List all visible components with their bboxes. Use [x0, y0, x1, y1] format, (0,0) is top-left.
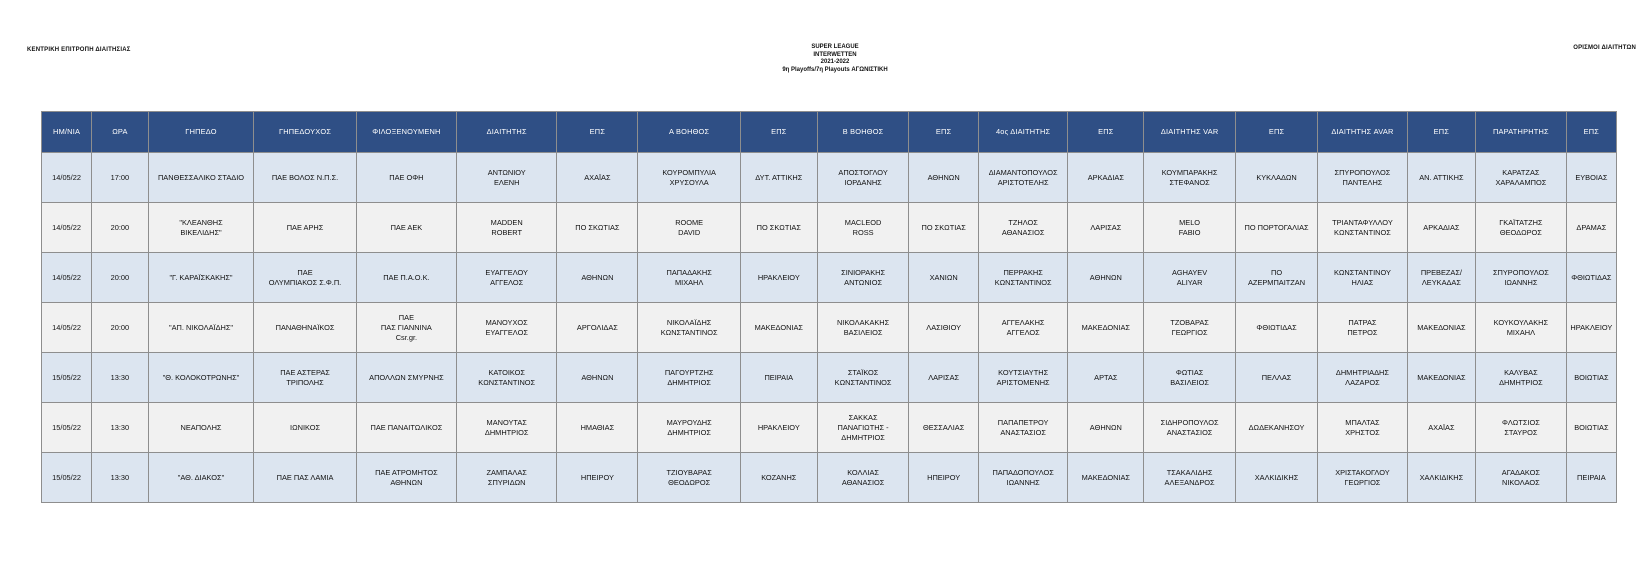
table-cell: ΣΑΚΚΑΣ ΠΑΝΑΓΙΩΤΗΣ - ΔΗΜΗΤΡΙΟΣ [817, 403, 909, 453]
table-cell: ΖΑΜΠΑΛΑΣ ΣΠΥΡΙΔΩΝ [457, 453, 557, 503]
table-cell: 15/05/22 [42, 403, 92, 453]
table-row [42, 153, 1617, 203]
table-cell: ΗΠΕΙΡΟΥ [557, 453, 638, 503]
table-cell: ΔΙΑΜΑΝΤΟΠΟΥΛΟΣ ΑΡΙΣΤΟΤΕΛΗΣ [978, 153, 1068, 203]
table-cell: ΠΑΝΘΕΣΣΑΛΙΚΟ ΣΤΑΔΙΟ [148, 153, 254, 203]
table-cell: ΑΡΤΑΣ [1068, 353, 1144, 403]
table-row [42, 303, 1617, 353]
table-cell: ΛΑΡΙΣΑΣ [909, 353, 978, 403]
table-cell: ΜΑΝΟΥΧΟΣ ΕΥΑΓΓΕΛΟΣ [457, 303, 557, 353]
table-cell: ΑΧΑΪΑΣ [1407, 403, 1475, 453]
table-cell: 20:00 [92, 303, 149, 353]
table-cell: ΚΑΤΟΙΚΟΣ ΚΩΝΣΤΑΝΤΙΝΟΣ [457, 353, 557, 403]
table-cell: ΣΙΔΗΡΟΠΟΥΛΟΣ ΑΝΑΣΤΑΣΙΟΣ [1144, 403, 1236, 453]
column-header: ΠΑΡΑΤΗΡΗΤΗΣ [1476, 112, 1567, 153]
column-header: ΔΙΑΙΤΗΤΗΣ AVAR [1318, 112, 1408, 153]
table-cell: ΠΑΤΡΑΣ ΠΕΤΡΟΣ [1318, 303, 1408, 353]
table-cell: ΠΑΕ ΑΣΤΕΡΑΣ ΤΡΙΠΟΛΗΣ [254, 353, 356, 403]
table-cell: ΑΘΗΝΩΝ [557, 353, 638, 403]
table-row [42, 403, 1617, 453]
table-cell: "Θ. ΚΟΛΟΚΟΤΡΩΝΗΣ" [148, 353, 254, 403]
table-cell: ΝΕΑΠΟΛΗΣ [148, 403, 254, 453]
table-cell: ΠΑΕ ΒΟΛΟΣ Ν.Π.Σ. [254, 153, 356, 203]
document-title: ΟΡΙΣΜΟΙ ΔΙΑΙΤΗΤΩΝ [1573, 45, 1636, 51]
table-cell: ΣΠΥΡΟΠΟΥΛΟΣ ΠΑΝΤΕΛΗΣ [1318, 153, 1408, 203]
column-header: ΔΙΑΙΤΗΤΗΣ VAR [1144, 112, 1236, 153]
table-cell: ΠΕΙΡΑΙΑ [740, 353, 817, 403]
table-cell: ΚΥΚΛΑΔΩΝ [1235, 153, 1317, 203]
table-cell: ΠΑΠΑΔΟΠΟΥΛΟΣ ΙΩΑΝΝΗΣ [978, 453, 1068, 503]
column-header: ΩΡΑ [92, 112, 149, 153]
column-header: ΕΠΣ [557, 112, 638, 153]
column-header: ΓΗΠΕΔΟ [148, 112, 254, 153]
table-cell: ΓΚΑΪΤΑΤΖΗΣ ΘΕΟΔΩΡΟΣ [1476, 203, 1567, 253]
table-cell: ΘΕΣΣΑΛΙΑΣ [909, 403, 978, 453]
table-cell: ΗΡΑΚΛΕΙΟΥ [1566, 303, 1616, 353]
table-cell: ΜΑΚΕΔΟΝΙΑΣ [1407, 353, 1475, 403]
table-cell: ΠΑΠΑΠΕΤΡΟΥ ΑΝΑΣΤΑΣΙΟΣ [978, 403, 1068, 453]
table-cell: ΔΩΔΕΚΑΝΗΣΟΥ [1235, 403, 1317, 453]
column-header: ΕΠΣ [1407, 112, 1475, 153]
table-cell: ΚΑΛΥΒΑΣ ΔΗΜΗΤΡΙΟΣ [1476, 353, 1567, 403]
table-cell: ΗΡΑΚΛΕΙΟΥ [740, 253, 817, 303]
table-cell: ΚΟΛΛΙΑΣ ΑΘΑΝΑΣΙΟΣ [817, 453, 909, 503]
table-cell: ΠΑΕ ΠΑΣ ΓΙΑΝΝΙΝΑ Csr.gr. [356, 303, 456, 353]
table-cell: ΤΖΗΛΟΣ ΑΘΑΝΑΣΙΟΣ [978, 203, 1068, 253]
table-cell: ΕΥΒΟΙΑΣ [1566, 153, 1616, 203]
table-cell: AGHAYEV ALIYAR [1144, 253, 1236, 303]
table-cell: ΑΡΓΟΛΙΔΑΣ [557, 303, 638, 353]
table-cell: ΔΥΤ. ΑΤΤΙΚΗΣ [740, 153, 817, 203]
table-cell: ΠΑΕ ΠΑΣ ΛΑΜΙΑ [254, 453, 356, 503]
table-cell: ΧΑΛΚΙΔΙΚΗΣ [1235, 453, 1317, 503]
table-cell: ΑΓΑΔΑΚΟΣ ΝΙΚΟΛΑΟΣ [1476, 453, 1567, 503]
table-cell: ΧΡΙΣΤΑΚΟΓΛΟΥ ΓΕΩΡΓΙΟΣ [1318, 453, 1408, 503]
table-cell: ΧΑΛΚΙΔΙΚΗΣ [1407, 453, 1475, 503]
table-cell: ΜΑΚΕΔΟΝΙΑΣ [1407, 303, 1475, 353]
table-cell: ΤΣΑΚΑΛΙΔΗΣ ΑΛΕΞΑΝΔΡΟΣ [1144, 453, 1236, 503]
table-cell: ΣΠΥΡΟΠΟΥΛΟΣ ΙΩΑΝΝΗΣ [1476, 253, 1567, 303]
table-cell: ΒΟΙΩΤΙΑΣ [1566, 353, 1616, 403]
table-cell: "Γ. ΚΑΡΑΪΣΚΑΚΗΣ" [148, 253, 254, 303]
table-cell: 14/05/22 [42, 303, 92, 353]
table-cell: ΠΑΕ ΟΛΥΜΠΙΑΚΟΣ Σ.Φ.Π. [254, 253, 356, 303]
table-cell: ΠΟ ΣΚΩΤΙΑΣ [557, 203, 638, 253]
table-cell: ΙΩΝΙΚΟΣ [254, 403, 356, 453]
table-header-row [42, 112, 1617, 153]
table-cell: ΠΟ ΑΖΕΡΜΠΑΙΤΖΑΝ [1235, 253, 1317, 303]
table-cell: ΠΑΠΑΔΑΚΗΣ ΜΙΧΑΗΛ [638, 253, 740, 303]
table-cell: ΠΕΛΛΑΣ [1235, 353, 1317, 403]
table-cell: ΑΧΑΪΑΣ [557, 153, 638, 203]
table-cell: 20:00 [92, 253, 149, 303]
table-cell: ΑΡΚΑΔΙΑΣ [1068, 153, 1144, 203]
table-body [42, 153, 1617, 503]
competition-heading [735, 44, 935, 74]
table-cell: ΗΜΑΘΙΑΣ [557, 403, 638, 453]
table-cell: ΚΑΡΑΤΖΑΣ ΧΑΡΑΛΑΜΠΟΣ [1476, 153, 1567, 203]
table-cell: "ΚΛΕΑΝΘΗΣ ΒΙΚΕΛΙΔΗΣ" [148, 203, 254, 253]
table-cell: MADDEN ROBERT [457, 203, 557, 253]
table-cell: ΤΖΙΟΥΒΑΡΑΣ ΘΕΟΔΩΡΟΣ [638, 453, 740, 503]
table-cell: ΣΤΑΪΚΟΣ ΚΩΝΣΤΑΝΤΙΝΟΣ [817, 353, 909, 403]
table-cell: ΑΝ. ΑΤΤΙΚΗΣ [1407, 153, 1475, 203]
season: 2021-2022 [820, 59, 850, 65]
table-cell: ΔΗΜΗΤΡΙΑΔΗΣ ΛΑΖΑΡΟΣ [1318, 353, 1408, 403]
table-row [42, 453, 1617, 503]
table-cell: ΠΑΕ ΟΦΗ [356, 153, 456, 203]
table-cell: "ΑΘ. ΔΙΑΚΟΣ" [148, 453, 254, 503]
table-cell: ΦΩΤΙΑΣ ΒΑΣΙΛΕΙΟΣ [1144, 353, 1236, 403]
table-cell: ΠΑΝΑΘΗΝΑΪΚΟΣ [254, 303, 356, 353]
table-row [42, 353, 1617, 403]
column-header: ΕΠΣ [1566, 112, 1616, 153]
table-cell: ΑΘΗΝΩΝ [1068, 403, 1144, 453]
table-cell: ΠΟ ΣΚΩΤΙΑΣ [909, 203, 978, 253]
table-cell: ΛΑΣΙΘΙΟΥ [909, 303, 978, 353]
matchday: 9η Playoffs/7η Playouts ΑΓΩΝΙΣΤΙΚΗ [782, 66, 888, 73]
table-cell: 15/05/22 [42, 453, 92, 503]
table-cell: ΜΑΥΡΟΥΔΗΣ ΔΗΜΗΤΡΙΟΣ [638, 403, 740, 453]
table-cell: ΠΑΕ Π.Α.Ο.Κ. [356, 253, 456, 303]
column-header: ΕΠΣ [909, 112, 978, 153]
table-cell: ΤΖΟΒΑΡΑΣ ΓΕΩΡΓΙΟΣ [1144, 303, 1236, 353]
table-cell: ΦΘΙΩΤΙΔΑΣ [1566, 253, 1616, 303]
table-cell: ΠΟ ΠΟΡΤΟΓΑΛΙΑΣ [1235, 203, 1317, 253]
table-cell: ROOME DAVID [638, 203, 740, 253]
table-cell: ΝΙΚΟΛΑΚΑΚΗΣ ΒΑΣΙΛΕΙΟΣ [817, 303, 909, 353]
column-header: Β ΒΟΗΘΟΣ [817, 112, 909, 153]
table-cell: ΠΕΡΡΑΚΗΣ ΚΩΝΣΤΑΝΤΙΝΟΣ [978, 253, 1068, 303]
table-cell: ΑΘΗΝΩΝ [1068, 253, 1144, 303]
table-cell: 15/05/22 [42, 353, 92, 403]
table-cell: 14/05/22 [42, 153, 92, 203]
table-cell: ΑΠΟΣΤΟΓΛΟΥ ΙΟΡΔΑΝΗΣ [817, 153, 909, 203]
table-cell: ΛΑΡΙΣΑΣ [1068, 203, 1144, 253]
table-cell: ΠΑΕ ΠΑΝΑΙΤΩΛΙΚΟΣ [356, 403, 456, 453]
table-cell: ΑΘΗΝΩΝ [909, 153, 978, 203]
table-cell: 17:00 [92, 153, 149, 203]
table-cell: ΔΡΑΜΑΣ [1566, 203, 1616, 253]
table-cell: ΗΡΑΚΛΕΙΟΥ [740, 403, 817, 453]
table-cell: 13:30 [92, 453, 149, 503]
table-cell: ΠΑΕ ΑΤΡΟΜΗΤΟΣ ΑΘΗΝΩΝ [356, 453, 456, 503]
league-name: SUPER LEAGUE [811, 44, 859, 50]
column-header: ΕΠΣ [1068, 112, 1144, 153]
table-cell: ΑΘΗΝΩΝ [557, 253, 638, 303]
table-cell: MELO FABIO [1144, 203, 1236, 253]
table-cell: ΜΠΑΛΤΑΣ ΧΡΗΣΤΟΣ [1318, 403, 1408, 453]
table-cell: ΚΟΥΡΟΜΠΥΛΙΑ ΧΡΥΣΟΥΛΑ [638, 153, 740, 203]
committee-title: ΚΕΝΤΡΙΚΗ ΕΠΙΤΡΟΠΗ ΔΙΑΙΤΗΣΙΑΣ [27, 47, 131, 53]
table-cell: ΚΟΖΑΝΗΣ [740, 453, 817, 503]
table-cell: ΝΙΚΟΛΑΪΔΗΣ ΚΩΝΣΤΑΝΤΙΝΟΣ [638, 303, 740, 353]
column-header: ΔΙΑΙΤΗΤΗΣ [457, 112, 557, 153]
referee-assignments-table [41, 111, 1617, 503]
table-cell: ΣΙΝΙΟΡΑΚΗΣ ΑΝΤΩΝΙΟΣ [817, 253, 909, 303]
table-cell: 13:30 [92, 353, 149, 403]
table-cell: ΜΑΚΕΔΟΝΙΑΣ [1068, 303, 1144, 353]
table-cell: ΚΟΥΤΣΙΑΥΤΗΣ ΑΡΙΣΤΟΜΕΝΗΣ [978, 353, 1068, 403]
table-cell: ΦΛΩΤΣΙΟΣ ΣΤΑΥΡΟΣ [1476, 403, 1567, 453]
table-cell: ΑΓΓΕΛΑΚΗΣ ΑΓΓΕΛΟΣ [978, 303, 1068, 353]
column-header: ΓΗΠΕΔΟΥΧΟΣ [254, 112, 356, 153]
table-cell: ΕΥΑΓΓΕΛΟΥ ΑΓΓΕΛΟΣ [457, 253, 557, 303]
table-cell: ΠΕΙΡΑΙΑ [1566, 453, 1616, 503]
table-cell: ΑΠΟΛΛΩΝ ΣΜΥΡΝΗΣ [356, 353, 456, 403]
table-cell: ΠΡΕΒΕΖΑΣ/ ΛΕΥΚΑΔΑΣ [1407, 253, 1475, 303]
table-cell: ΚΟΥΚΟΥΛΑΚΗΣ ΜΙΧΑΗΛ [1476, 303, 1567, 353]
column-header: ΕΠΣ [740, 112, 817, 153]
column-header: ΦΙΛΟΞΕΝΟΥΜΕΝΗ [356, 112, 456, 153]
table-cell: ΦΘΙΩΤΙΔΑΣ [1235, 303, 1317, 353]
column-header: Α ΒΟΗΘΟΣ [638, 112, 740, 153]
table-cell: ΒΟΙΩΤΙΑΣ [1566, 403, 1616, 453]
table-cell: 20:00 [92, 203, 149, 253]
column-header: ΗΜ/ΝΙΑ [42, 112, 92, 153]
table-cell: ΗΠΕΙΡΟΥ [909, 453, 978, 503]
column-header: ΕΠΣ [1235, 112, 1317, 153]
table-cell: 14/05/22 [42, 253, 92, 303]
table-cell: 14/05/22 [42, 203, 92, 253]
table-cell: ΜΑΚΕΔΟΝΙΑΣ [1068, 453, 1144, 503]
table-cell: ΠΟ ΣΚΩΤΙΑΣ [740, 203, 817, 253]
table-cell: ΤΡΙΑΝΤΑΦΥΛΛΟΥ ΚΩΝΣΤΑΝΤΙΝΟΣ [1318, 203, 1408, 253]
column-header: 4ος ΔΙΑΙΤΗΤΗΣ [978, 112, 1068, 153]
table-cell: ΠΑΕ ΑΡΗΣ [254, 203, 356, 253]
table-row [42, 253, 1617, 303]
table-cell: 13:30 [92, 403, 149, 453]
table-cell: "ΑΠ. ΝΙΚΟΛΑΪΔΗΣ" [148, 303, 254, 353]
table-row [42, 203, 1617, 253]
table-cell: ΜΑΝΟΥΤΑΣ ΔΗΜΗΤΡΙΟΣ [457, 403, 557, 453]
table-cell: ΠΑΕ ΑΕΚ [356, 203, 456, 253]
table-cell: ΧΑΝΙΩΝ [909, 253, 978, 303]
table-cell: ΑΡΚΑΔΙΑΣ [1407, 203, 1475, 253]
table-cell: MACLEOD ROSS [817, 203, 909, 253]
table-cell: ΚΩΝΣΤΑΝΤΙΝΟΥ ΗΛΙΑΣ [1318, 253, 1408, 303]
sponsor-name: INTERWETTEN [813, 51, 857, 58]
table-cell: ΠΑΓΟΥΡΤΖΗΣ ΔΗΜΗΤΡΙΟΣ [638, 353, 740, 403]
table-cell: ΑΝΤΩΝΙΟΥ ΕΛΕΝΗ [457, 153, 557, 203]
table-cell: ΚΟΥΜΠΑΡΑΚΗΣ ΣΤΕΦΑΝΟΣ [1144, 153, 1236, 203]
table-cell: ΜΑΚΕΔΟΝΙΑΣ [740, 303, 817, 353]
